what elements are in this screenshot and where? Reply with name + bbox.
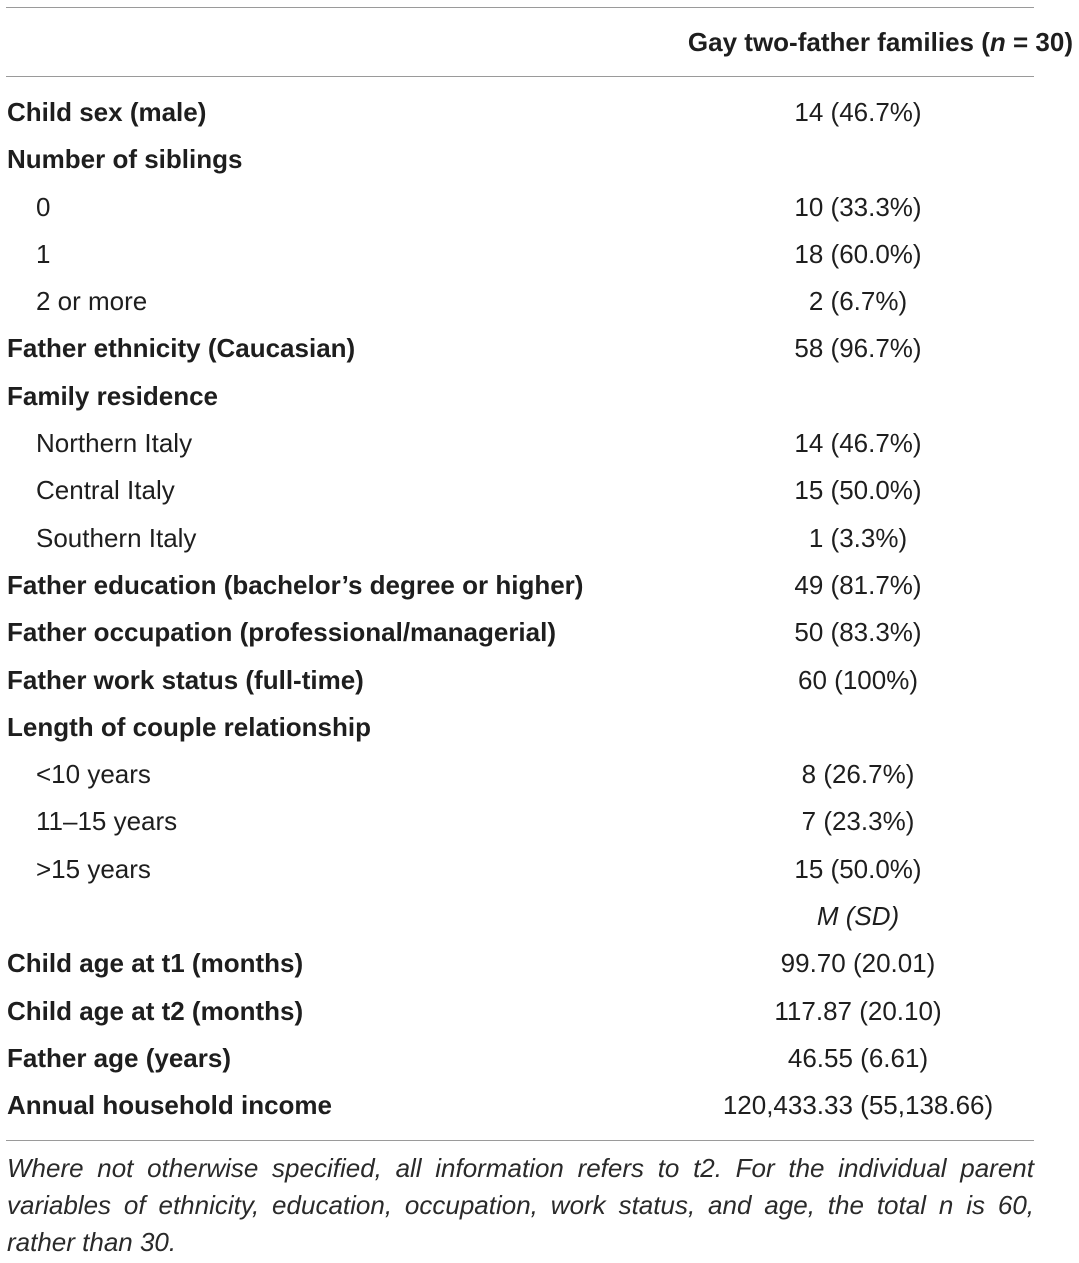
row-label: Number of siblings: [7, 144, 243, 175]
table-row: [0, 940, 1079, 987]
table-row: [0, 231, 1079, 278]
table-row: [0, 325, 1079, 372]
table-row: [0, 136, 1079, 183]
row-label: Child age at t1 (months): [7, 948, 304, 979]
table-row: [0, 1082, 1079, 1129]
row-label: Southern Italy: [36, 522, 197, 553]
row-value: 60 (100%): [798, 664, 918, 695]
row-label: 0: [36, 191, 51, 222]
table-row: [0, 846, 1079, 893]
row-label: Father ethnicity (Caucasian): [7, 333, 356, 364]
row-label: Length of couple relationship: [7, 711, 371, 742]
row-value: 50 (83.3%): [794, 617, 922, 648]
table-row: [0, 562, 1079, 609]
row-value: 18 (60.0%): [794, 238, 922, 269]
row-label: Father occupation (professional/managerial): [7, 617, 556, 648]
table-row: [0, 704, 1079, 751]
table-row: [0, 278, 1079, 325]
row-value: 15 (50.0%): [794, 475, 922, 506]
row-value: 8 (26.7%): [801, 759, 915, 790]
table-row: [0, 89, 1079, 136]
row-label: <10 years: [36, 759, 151, 790]
table-row: [0, 420, 1079, 467]
column-header-prefix: Gay two-father families (: [687, 27, 990, 57]
row-label: Central Italy: [36, 475, 175, 506]
row-label: Northern Italy: [36, 428, 193, 459]
header-rule: [6, 76, 1034, 77]
row-value: 1 (3.3%): [808, 522, 908, 553]
row-value: 7 (23.3%): [801, 806, 915, 837]
row-value: 99.70 (20.01): [780, 948, 936, 979]
row-label: Child age at t2 (months): [7, 995, 304, 1026]
row-value: 14 (46.7%): [794, 428, 922, 459]
table-row: [0, 467, 1079, 514]
row-value: 10 (33.3%): [794, 191, 922, 222]
table-row: [0, 515, 1079, 562]
table-top-rule: [6, 7, 1034, 8]
row-value: 49 (81.7%): [794, 569, 922, 600]
row-label: 1: [36, 238, 51, 269]
table-row: [0, 609, 1079, 656]
row-label: 2 or more: [36, 286, 148, 317]
row-value: 2 (6.7%): [808, 286, 908, 317]
table-footnote: Where not otherwise specified, all information refers to t2. For the individual parent variables of ethnicity, education, occupation, work status, and age, the total n is 60, rather than 30.: [7, 1153, 1034, 1257]
table-row: [0, 1035, 1079, 1082]
row-value: 46.55 (6.61): [787, 1042, 929, 1073]
row-label: >15 years: [36, 853, 151, 884]
table-row: [0, 751, 1079, 798]
row-value: 120,433.33 (55,138.66): [722, 1090, 994, 1121]
row-value: 117.87 (20.10): [774, 995, 942, 1026]
row-value: 58 (96.7%): [794, 333, 922, 364]
row-label: Father education (bachelor’s degree or higher): [7, 569, 584, 600]
table-row: [0, 657, 1079, 704]
row-label: Child sex (male): [7, 97, 207, 127]
table-row: [0, 184, 1079, 231]
row-label: 11–15 years: [36, 806, 178, 837]
row-label: Father age (years): [7, 1042, 231, 1073]
table-row: [0, 988, 1079, 1035]
column-header: [688, 22, 1073, 62]
column-header-suffix: = 30): [1005, 27, 1073, 57]
table-body: [0, 89, 1079, 1130]
row-label: Family residence: [7, 380, 218, 411]
table-row: [0, 373, 1079, 420]
table-row: [0, 893, 1079, 940]
table-bottom-rule: [6, 1140, 1034, 1141]
table-row: [0, 798, 1079, 845]
row-value: 15 (50.0%): [794, 853, 922, 884]
row-label: Annual household income: [7, 1090, 333, 1121]
stat-subheader: M (SD): [816, 901, 900, 932]
row-value: 14 (46.7%): [794, 97, 922, 127]
column-header-n: n: [989, 27, 1006, 57]
row-label: Father work status (full-time): [7, 664, 364, 695]
